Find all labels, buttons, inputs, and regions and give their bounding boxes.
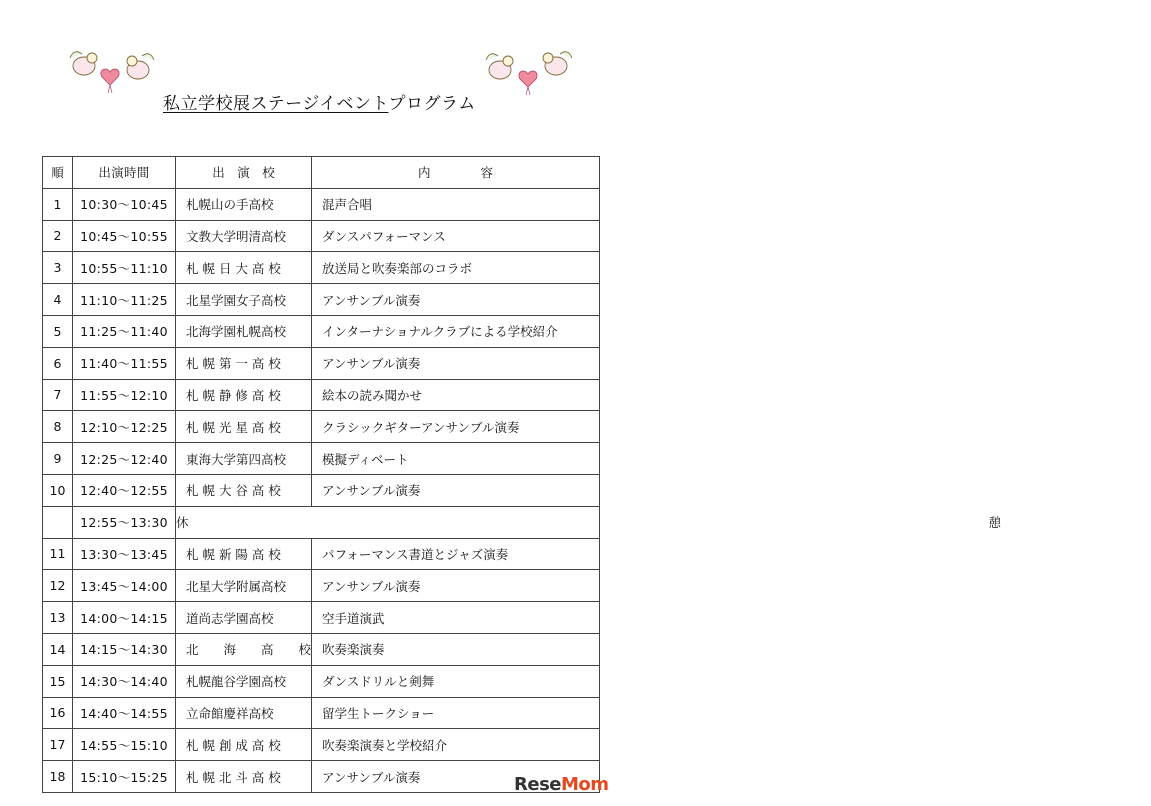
row-no: 10 bbox=[43, 474, 73, 506]
break-no bbox=[43, 506, 73, 538]
row-no: 6 bbox=[43, 347, 73, 379]
row-no: 3 bbox=[43, 252, 73, 284]
break-time: 12:55～13:30 bbox=[73, 506, 176, 538]
row-school: 東海大学第四高校 bbox=[176, 443, 312, 475]
row-time: 12:10～12:25 bbox=[73, 411, 176, 443]
row-time: 14:15～14:30 bbox=[73, 633, 176, 665]
row-content: アンサンブル演奏 bbox=[312, 761, 600, 793]
row-time: 11:55～12:10 bbox=[73, 379, 176, 411]
row-time: 13:45～14:00 bbox=[73, 570, 176, 602]
row-content: ダンスドリルと剣舞 bbox=[312, 665, 600, 697]
row-time: 10:30～10:45 bbox=[73, 188, 176, 220]
table-row bbox=[43, 474, 600, 506]
table-row bbox=[43, 633, 600, 665]
table-row bbox=[43, 602, 600, 634]
page-title bbox=[163, 89, 476, 114]
row-content: 混声合唱 bbox=[312, 188, 600, 220]
header-no: 順 bbox=[43, 157, 73, 189]
row-time: 13:30～13:45 bbox=[73, 538, 176, 570]
row-school: 札 幌 静 修 高 校 bbox=[176, 379, 312, 411]
row-no: 5 bbox=[43, 315, 73, 347]
row-content: 絵本の読み聞かせ bbox=[312, 379, 600, 411]
angels-heart-decoration-left bbox=[62, 44, 162, 102]
row-content: アンサンブル演奏 bbox=[312, 570, 600, 602]
logo-part2: Mom bbox=[561, 774, 609, 795]
table-row bbox=[43, 347, 600, 379]
table-row bbox=[43, 697, 600, 729]
table-row bbox=[43, 220, 600, 252]
row-no: 11 bbox=[43, 538, 73, 570]
break-label: 休 憩 bbox=[176, 506, 600, 538]
table-row bbox=[43, 729, 600, 761]
logo-part1: Rese bbox=[514, 774, 561, 795]
row-no: 9 bbox=[43, 443, 73, 475]
row-school: 道尚志学園高校 bbox=[176, 602, 312, 634]
table-row bbox=[43, 188, 600, 220]
row-school: 札 幌 第 一 高 校 bbox=[176, 347, 312, 379]
row-content: 模擬ディベート bbox=[312, 443, 600, 475]
table-row bbox=[43, 315, 600, 347]
row-time: 14:30～14:40 bbox=[73, 665, 176, 697]
table-row bbox=[43, 443, 600, 475]
row-content: パフォーマンス書道とジャズ演奏 bbox=[312, 538, 600, 570]
row-content: 放送局と吹奏楽部のコラボ bbox=[312, 252, 600, 284]
row-time: 11:25～11:40 bbox=[73, 315, 176, 347]
row-time: 14:00～14:15 bbox=[73, 602, 176, 634]
row-content: 空手道演武 bbox=[312, 602, 600, 634]
row-school: 札 幌 創 成 高 校 bbox=[176, 729, 312, 761]
row-school: 札 幌 日 大 高 校 bbox=[176, 252, 312, 284]
row-time: 10:45～10:55 bbox=[73, 220, 176, 252]
table-row bbox=[43, 570, 600, 602]
row-school: 札 幌 北 斗 高 校 bbox=[176, 761, 312, 793]
row-school: 北星学園女子高校 bbox=[176, 284, 312, 316]
row-content: 吹奏楽演奏と学校紹介 bbox=[312, 729, 600, 761]
resemom-logo bbox=[514, 774, 609, 795]
row-time: 12:40～12:55 bbox=[73, 474, 176, 506]
row-no: 12 bbox=[43, 570, 73, 602]
row-no: 2 bbox=[43, 220, 73, 252]
row-time: 10:55～11:10 bbox=[73, 252, 176, 284]
row-no: 8 bbox=[43, 411, 73, 443]
table-row bbox=[43, 411, 600, 443]
table-row bbox=[43, 538, 600, 570]
row-content: 吹奏楽演奏 bbox=[312, 633, 600, 665]
table-header-row bbox=[43, 157, 600, 189]
table-row bbox=[43, 252, 600, 284]
row-content: インターナショナルクラブによる学校紹介 bbox=[312, 315, 600, 347]
header-school: 出 演 校 bbox=[176, 157, 312, 189]
row-time: 14:55～15:10 bbox=[73, 729, 176, 761]
row-content: アンサンブル演奏 bbox=[312, 284, 600, 316]
row-content: ダンスパフォーマンス bbox=[312, 220, 600, 252]
row-no: 1 bbox=[43, 188, 73, 220]
row-school: 立命館慶祥高校 bbox=[176, 697, 312, 729]
row-content: アンサンブル演奏 bbox=[312, 347, 600, 379]
row-time: 11:10～11:25 bbox=[73, 284, 176, 316]
row-content: 留学生トークショー bbox=[312, 697, 600, 729]
row-time: 11:40～11:55 bbox=[73, 347, 176, 379]
header-time: 出演時間 bbox=[73, 157, 176, 189]
row-time: 15:10～15:25 bbox=[73, 761, 176, 793]
row-no: 18 bbox=[43, 761, 73, 793]
row-school: 札 幌 光 星 高 校 bbox=[176, 411, 312, 443]
row-school: 北星大学附属高校 bbox=[176, 570, 312, 602]
angels-heart-decoration-right bbox=[478, 44, 578, 102]
program-table bbox=[42, 156, 1151, 793]
row-no: 17 bbox=[43, 729, 73, 761]
row-no: 4 bbox=[43, 284, 73, 316]
header-content: 内 容 bbox=[312, 157, 600, 189]
row-school: 北海学園札幌高校 bbox=[176, 315, 312, 347]
row-no: 7 bbox=[43, 379, 73, 411]
row-no: 16 bbox=[43, 697, 73, 729]
row-school: 北 海 高 校 bbox=[176, 633, 312, 665]
row-time: 14:40～14:55 bbox=[73, 697, 176, 729]
page-title-tail: プログラム bbox=[388, 94, 476, 114]
row-no: 13 bbox=[43, 602, 73, 634]
row-no: 15 bbox=[43, 665, 73, 697]
table-row bbox=[43, 379, 600, 411]
table-row bbox=[43, 284, 600, 316]
row-school: 札幌山の手高校 bbox=[176, 188, 312, 220]
row-time: 12:25～12:40 bbox=[73, 443, 176, 475]
row-content: クラシックギターアンサンブル演奏 bbox=[312, 411, 600, 443]
row-school: 札 幌 大 谷 高 校 bbox=[176, 474, 312, 506]
row-no: 14 bbox=[43, 633, 73, 665]
row-school: 札幌龍谷学園高校 bbox=[176, 665, 312, 697]
row-school: 札 幌 新 陽 高 校 bbox=[176, 538, 312, 570]
break-row bbox=[43, 506, 600, 538]
table-row bbox=[43, 665, 600, 697]
row-school: 文教大学明清高校 bbox=[176, 220, 312, 252]
page-title-main: 私立学校展ステージイベント bbox=[163, 94, 389, 114]
row-content: アンサンブル演奏 bbox=[312, 474, 600, 506]
